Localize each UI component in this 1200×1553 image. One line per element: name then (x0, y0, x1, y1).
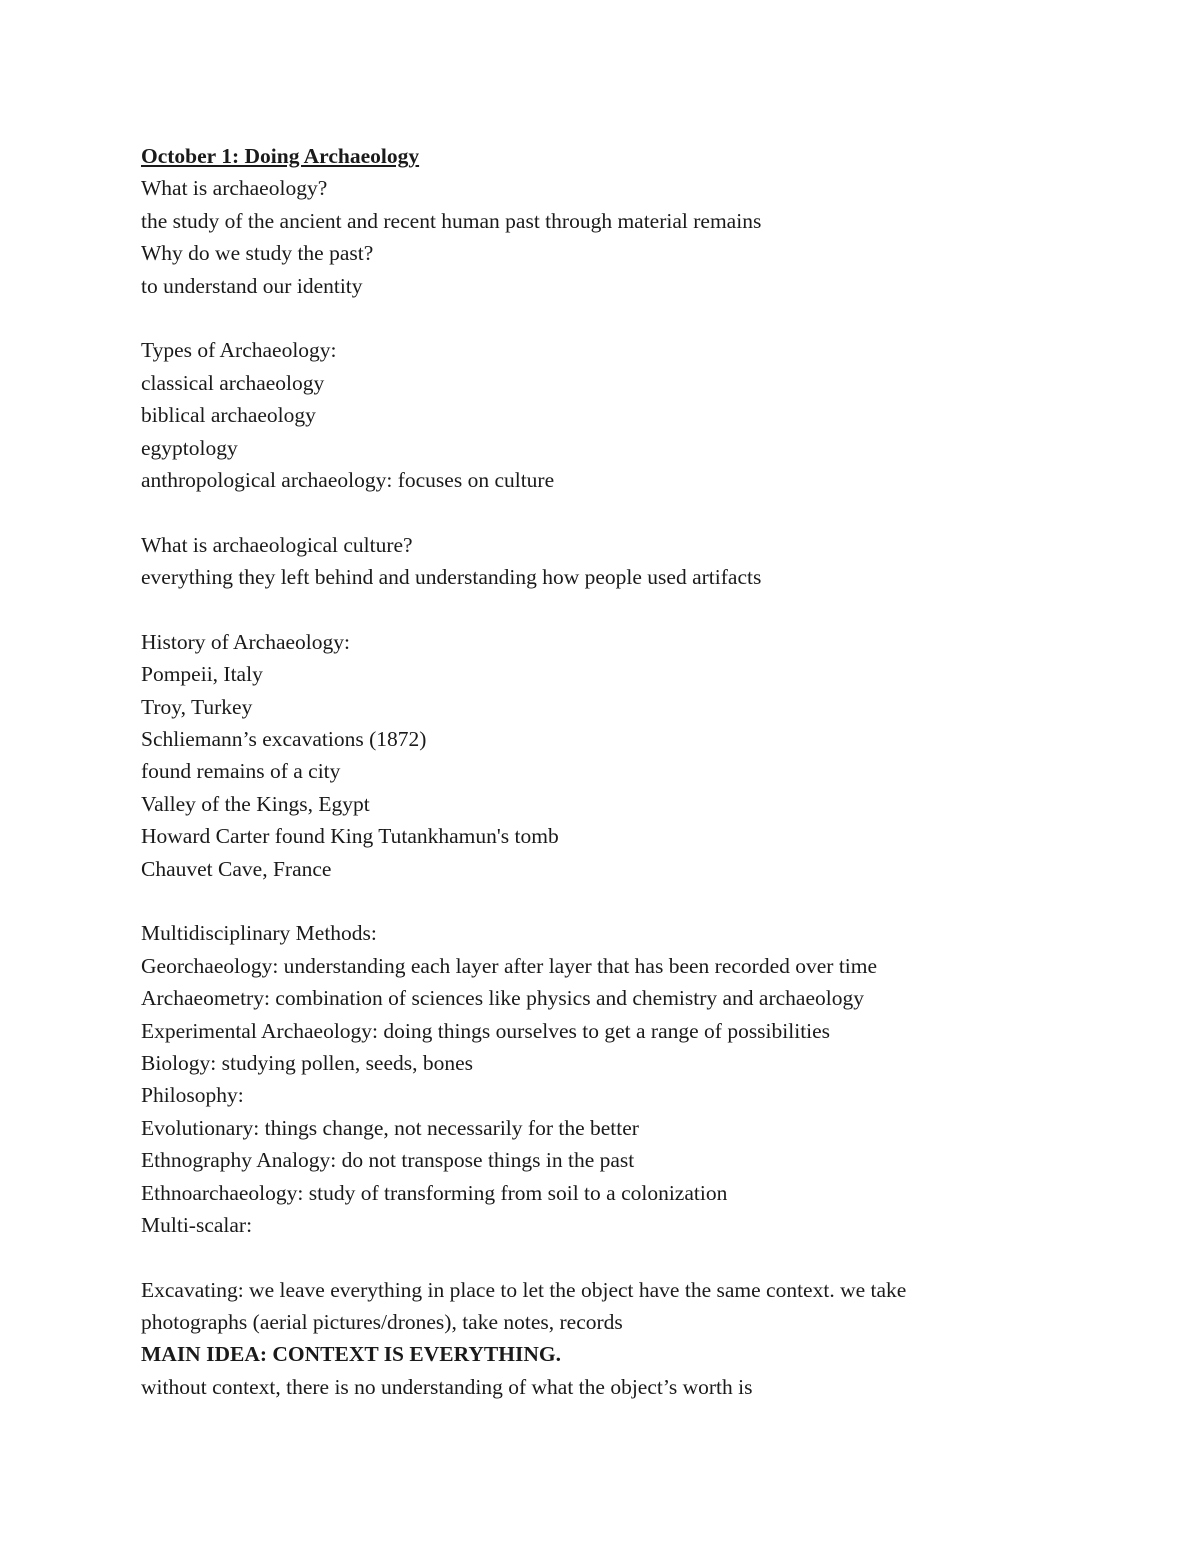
intro-question-1: What is archaeology? (141, 176, 328, 201)
history-item: Chauvet Cave, France (141, 856, 332, 881)
excavating-line-1: Excavating: we leave everything in place to let the object have the same context. we take (141, 1277, 907, 1302)
culture-answer: everything they left behind and understanding how people used artifacts (141, 565, 762, 590)
intro-answer-1: the study of the ancient and recent human past through material remains (141, 208, 762, 233)
methods-item: Multi-scalar: (141, 1212, 253, 1237)
paragraph-spacer (141, 302, 1141, 334)
conclusion: without context, there is no understanding of what the object’s worth is (141, 1374, 753, 1399)
history-item: Valley of the Kings, Egypt (141, 791, 370, 816)
paragraph-spacer (141, 1241, 1141, 1273)
paragraph-spacer (141, 593, 1141, 625)
methods-item: Ethnoarchaeology: study of transforming from soil to a colonization (141, 1180, 728, 1205)
types-heading: Types of Archaeology: (141, 338, 337, 363)
methods-item: Ethnography Analogy: do not transpose things in the past (141, 1148, 635, 1173)
methods-heading: Multidisciplinary Methods: (141, 921, 377, 946)
paragraph-spacer (141, 496, 1141, 528)
main-idea: MAIN IDEA: CONTEXT IS EVERYTHING. (141, 1342, 561, 1367)
intro-answer-2: to understand our identity (141, 273, 363, 298)
history-item: Howard Carter found King Tutankhamun's tomb (141, 824, 559, 849)
types-item: biblical archaeology (141, 403, 316, 428)
history-item: Troy, Turkey (141, 694, 253, 719)
intro-question-2: Why do we study the past? (141, 241, 374, 266)
document-body (141, 140, 1141, 1403)
excavating-line-2: photographs (aerial pictures/drones), take notes, records (141, 1310, 623, 1335)
history-item: found remains of a city (141, 759, 341, 784)
types-item: classical archaeology (141, 370, 325, 395)
culture-question: What is archaeological culture? (141, 532, 413, 557)
history-heading: History of Archaeology: (141, 629, 350, 654)
methods-item: Archaeometry: combination of sciences like physics and chemistry and archaeology (141, 986, 864, 1011)
history-item: Schliemann’s excavations (1872) (141, 727, 427, 752)
types-item: egyptology (141, 435, 238, 460)
methods-item: Philosophy: (141, 1083, 244, 1108)
document-title: October 1: Doing Archaeology (141, 144, 420, 168)
methods-item: Georchaeology: understanding each layer after layer that has been recorded over time (141, 953, 878, 978)
types-item: anthropological archaeology: focuses on culture (141, 467, 555, 492)
methods-item: Biology: studying pollen, seeds, bones (141, 1050, 474, 1075)
history-item: Pompeii, Italy (141, 662, 263, 687)
methods-item: Experimental Archaeology: doing things ourselves to get a range of possibilities (141, 1018, 831, 1043)
paragraph-spacer (141, 885, 1141, 917)
methods-item: Evolutionary: things change, not necessarily for the better (141, 1115, 639, 1140)
